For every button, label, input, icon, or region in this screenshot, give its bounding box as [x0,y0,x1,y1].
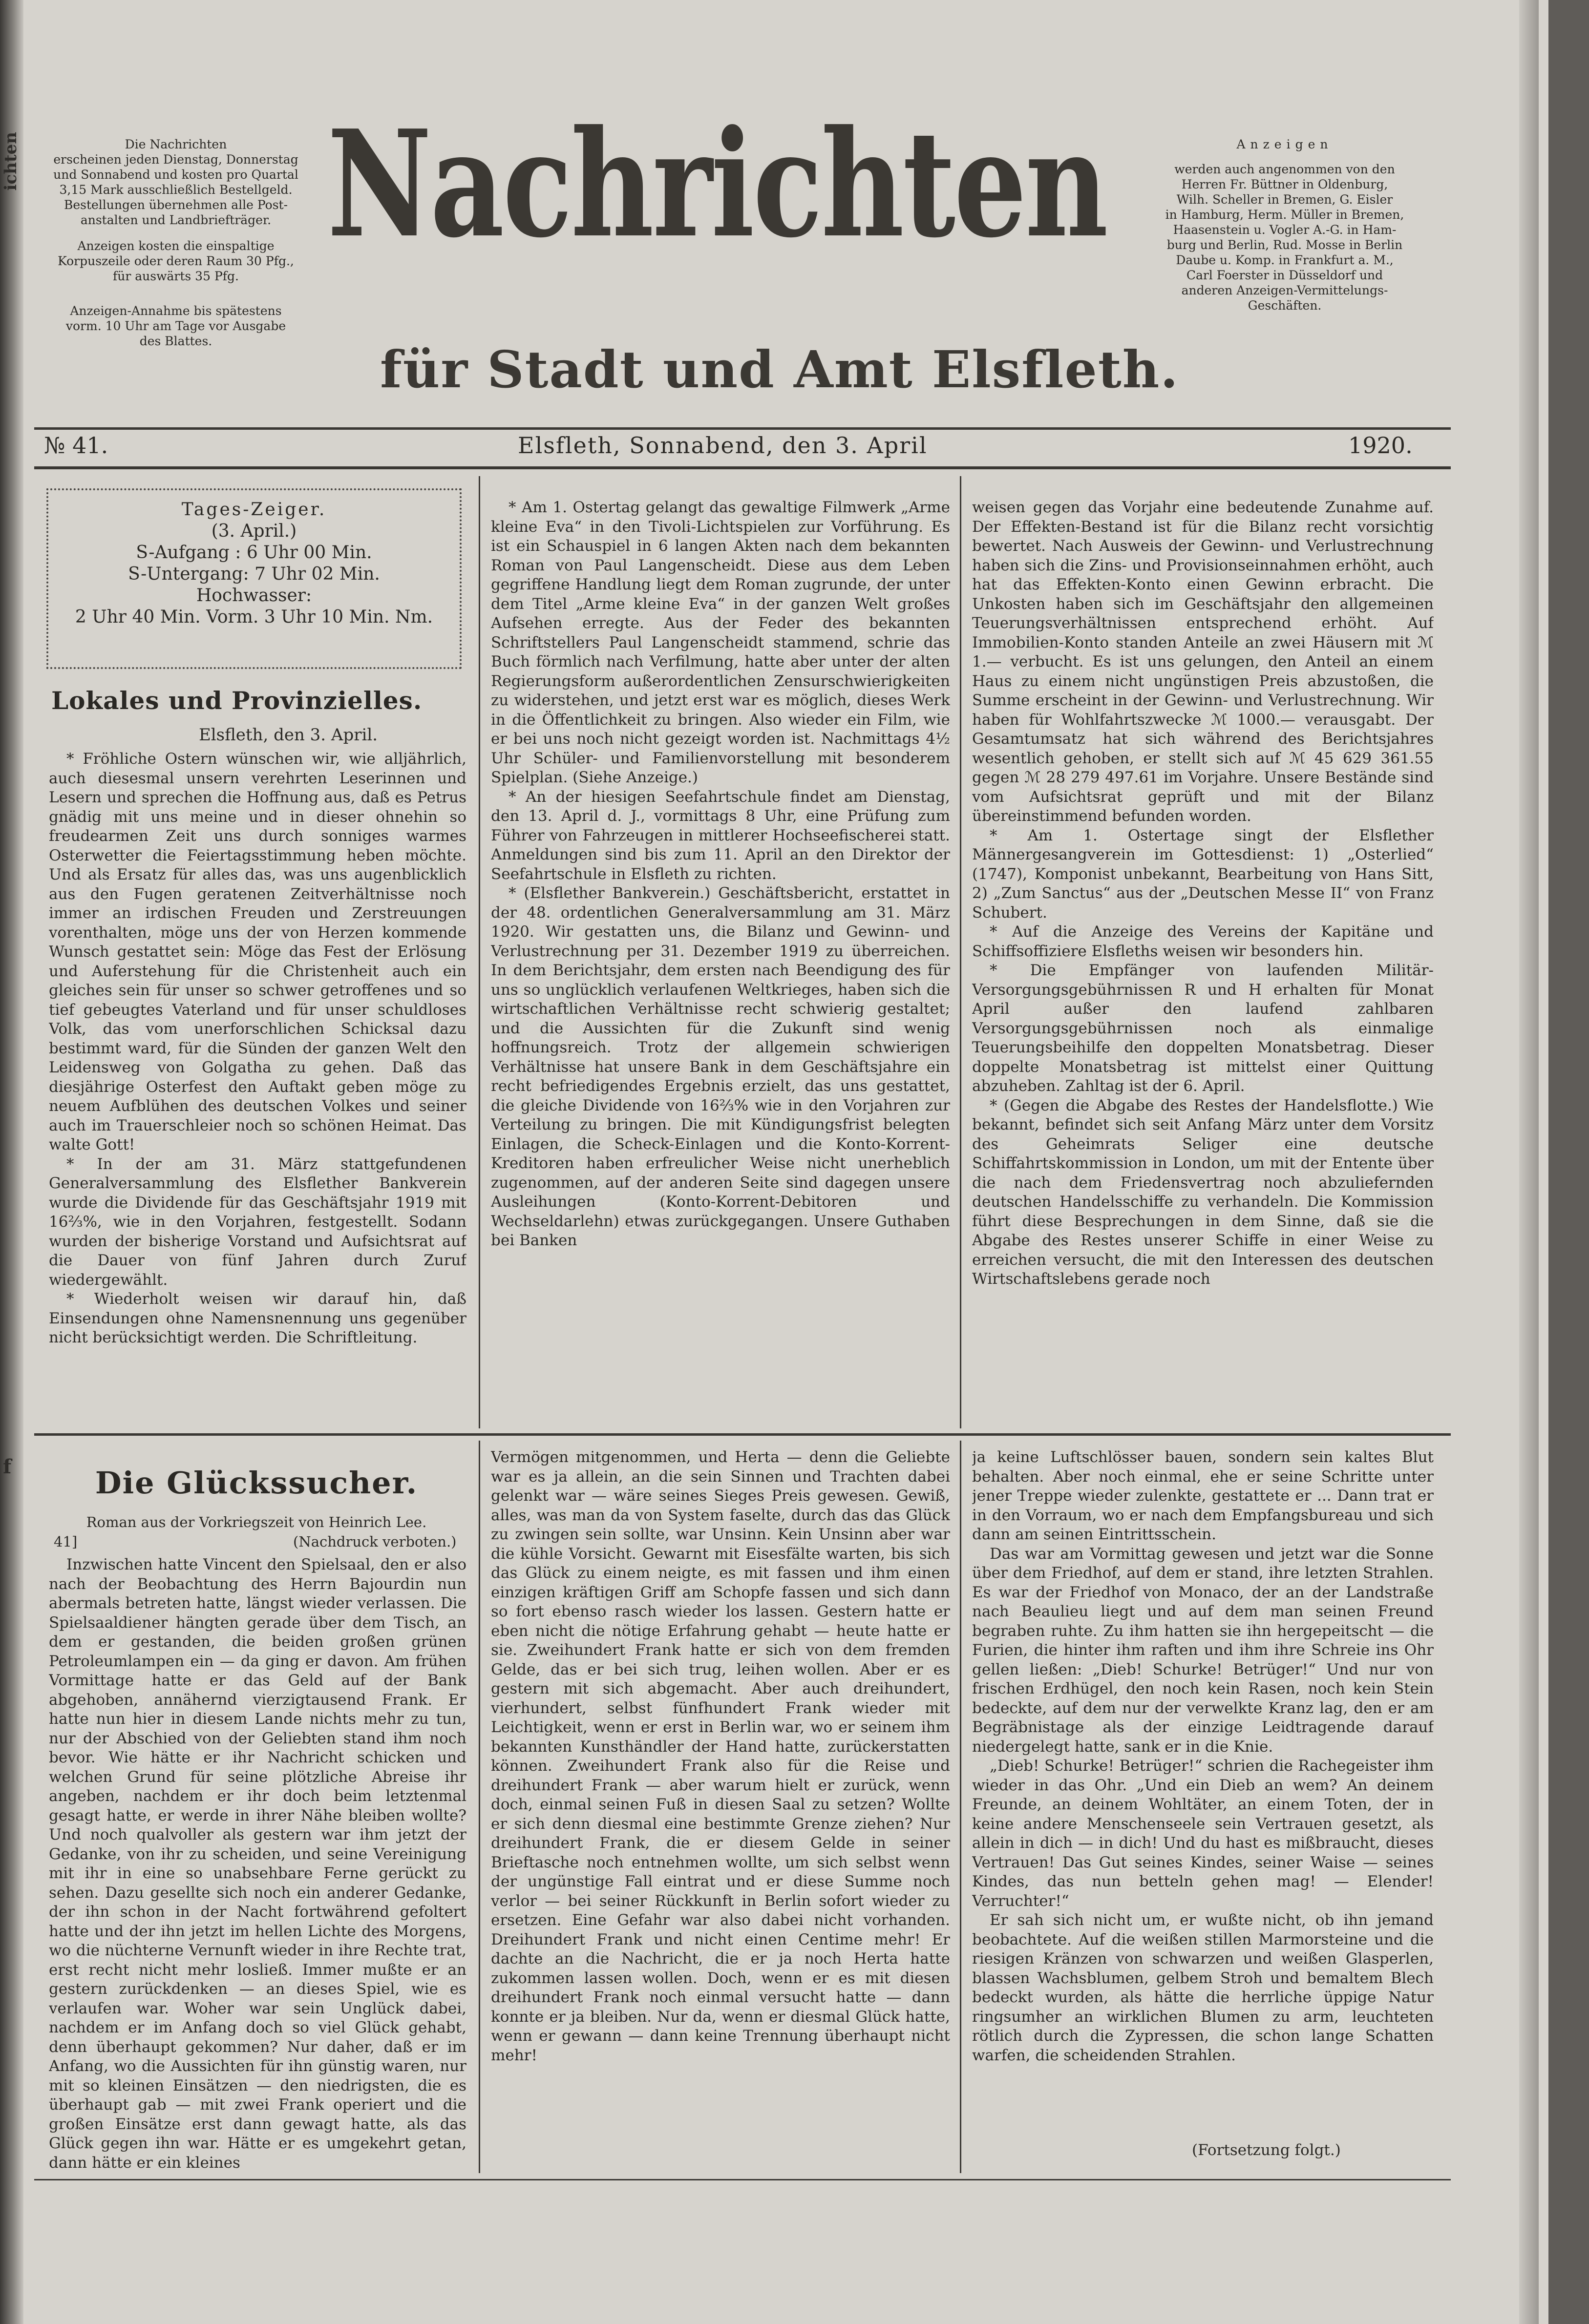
novel-column-2: Vermögen mitgenommen, und Herta — denn die Geliebte war es ja allein, an die sein Sinnen und Trachten dabei gelenkt war — wäre seines Sieges Preis gewesen. Gewiß, alles, was man da von System faselte, durch das das Glück zu zwingen sein sollte, war Unsinn. Kein Unsinn aber war die kühle Vorsicht. Gewarnt mit Eisesfälte warten, bis sich das Glück zu einem neigte, es mit fassen und ihm einen einzigen kräftigen Griff am Schopfe fassen und sich dann so fort ebenso rasch wieder los lassen. Gestern hatte er eben nicht die nötige Erfahrung gehabt — heute hatte er sie. Zweihundert Frank hatte er sich von dem fremden Gelde, das er bei sich trug, leihen wollen. Aber er es gestern mit sich abgemacht. Aber auch dreihundert, vierhundert, selbst fünfhundert Frank wieder mit Leichtigkeit, wenn er erst in Berlin war, wo er seinem ihm bekannten Kunsthändler der Hand hatte, zurückerstatten können. Zweihundert Frank also für die Reise und dreihundert Frank — aber warum hielt er zurück, wenn doch, einmal seinen Fuß in diesen Saal zu setzen? Wollte er sich denn diesmal eine bestimmte Grenze ziehen? Nur dreihundert Frank, die er diesem Gelde in seiner Brieftasche noch entnehmen wollte, um sich selbst wenn der ungünstige Fall eintrat und er diese Summe noch verlor — bei seiner Rückkunft in Berlin sofort wieder zu ersetzen. Eine Gefahr war also dabei nicht vorhanden. Dreihundert Frank und nicht einen Centime mehr! Er dachte an die Nachricht, die er ja noch Herta hatte zukommen lassen wollen. Doch, wenn er es mit diesen dreihundert Frank noch einmal versucht hatte — dann konnte er ja bleiben. Nur da, wenn er diesmal Glück hatte, wenn er gewann — dann keine Trennung überhaupt nicht mehr! [491,1448,950,2064]
place-date: Elsfleth, Sonnabend, den 3. April [518,432,928,459]
column-divider [479,1441,480,2173]
tageszeiger-title: Tages-Zeiger. [181,500,327,520]
novel-chapter: 41] [54,1533,78,1550]
novel-note: (Nachdruck verboten.) [293,1533,457,1550]
issue-year: 1920. [1348,432,1413,459]
tide-times: 2 Uhr 40 Min. Vorm. 3 Uhr 10 Min. Nm. [75,607,433,627]
lokales-dateline: Elsfleth, den 3. April. [198,725,378,745]
masthead-subtitle: für Stadt und Amt Elsfleth. [380,339,1179,399]
lokales-heading: Lokales und Provinzielles. [51,686,423,715]
novel-column-1: Inzwischen hatte Vincent den Spielsaal, den er also nach der Beobachtung des Herrn Bajourdin nun abermals betreten hatte, längst wieder verlassen. Die Spielsaaldiener hängten gerade über dem Tisch, an dem er gestanden, die beiden großen grünen Petroleumlampen ein — da ging er davon. Am frühen Vormittage hatte er das Geld auf der Bank abgehoben, annähernd vierzigtausend Frank. Er hatte nun hier in diesem Lande nichts mehr zu tun, nur der Abschied von der Geliebten stand ihm noch bevor. Wie hätte er ihr Nachricht schicken und welchen Grund für seine plötzliche Abreise ihr angeben, nachdem er ihr doch beim letztenmal gesagt hatte, er werde in ihrer Nähe bleiben wollte? Und noch qualvoller als gestern war ihm jetzt der Gedanke, von ihr zu scheiden, und seine Vereinigung mit ihr in eine so unabsehbare Ferne gerückt zu sehen. Dazu gesellte sich noch ein anderer Gedanke, der ihn schon in der Nacht fortwährend gefoltert hatte und der ihn jetzt im hellen Lichte des Morgens, wo die nüchterne Vernunft wieder in ihre Rechte trat, erst recht nicht mehr losließ. Immer mußte er an gestern zurückdenken — an dieses Spiel, wie es verlaufen war. Woher war sein Unglück dabei, nachdem er im Anfang doch so viel Glück gehabt, denn überhaupt gekommen? Nur daher, daß er im Anfang, wo die Aussichten für ihn günstig waren, nur mit so kleinen Einsätzen — den niedrigsten, die es überhaupt gab — mit zwei Frank operiert und die großen Einsätze erst dann gewagt hatte, als das Glück gegen ihn war. Hätte er es umgekehrt getan, dann hätte er ein kleines [49,1556,466,2172]
newspaper-page [10,0,1548,2324]
novel-continued: (Fortsetzung folgt.) [1192,2141,1341,2159]
masthead-title: Nachrichten [327,98,1107,270]
tide-label: Hochwasser: [196,586,312,606]
news-column-3: weisen gegen das Vorjahr eine bedeutende Zunahme auf. Der Effekten-Bestand ist für die Bilanz recht vorsichtig bewertet. Nach Ausweis der Gewinn- und Verlustrechnung haben sich die Zins- und Provisionseinnahmen erhöht, auch hat das Effekten-Konto einen Gewinn erbracht. Die Unkosten haben sich im Geschäftsjahr den allgemeinen Teuerungsverhältnissen entsprechend erhöht. Auf Immobilien-Konto standen Anteile an zwei Häusern mit ℳ 1.— verbucht. Es ist uns gelungen, den Anteil an einem Haus zu einem nicht ungünstigen Preis abzustoßen, die Summe erscheint in der Gewinn- und Verlustrechnung. Wir haben für Wohlfahrtszwecke ℳ 1000.— verausgabt. Der Gesamtumsatz hat sich während des Berichtsjahres wesentlich gehoben, er stellt sich auf ℳ 45 629 361.55 gegen ℳ 28 279 497.61 im Vorjahre. Unsere Bestände sind vom Aufsichtsrat geprüft und mit der Bilanz übereinstimmend befunden worden. * Am 1. Ostertage singt der Elsflether Männergesangverein im Gottesdienst: 1) „Osterlied“ (1747), Komponist unbekannt, Bearbeitung von Hans Sitt, 2) „Zum Sanctus“ aus der „Deutschen Messe II“ von Franz Schubert. * Auf die Anzeige des Vereins der Kapitäne und Schiffsoffiziere Elsfleths weisen wir besonders hin. * Die Empfänger von laufenden Militär-Versorgungsgebührnissen R und H erhalten für Monat April außer den laufend zahlbaren Versorgungsgebührnissen noch als einmalige Teuerungsbeihilfe den doppelten Monatsbetrag. Dieser doppelte Monatsbetrag ist mittelst einer Quittung abzuheben. Zahltag ist der 6. April. * (Gegen die Abgabe des Restes der Handelsflotte.) Wie bekannt, befindet sich seit Anfang März unter dem Vorsitz des Geheimrats Seliger eine deutsche Schiffahrtskommission in London, um mit der Entente über die nach dem Friedensvertrag noch abzuliefernden deutschen Handelsschiffe zu verhandeln. Die Kommission führt diese Besprechungen in dem Sinne, daß sie die Abgabe des Restes unserer Schiffe in einer Weise zu erreichen versucht, die mit den Interessen des deutschen Wirtschaftslebens gerade noch [972,499,1434,1288]
lokales-text: * Fröhliche Ostern wünschen wir, wie alljährlich, auch diesesmal unsern verehrten Leserinnen und Lesern und sprechen die Hoffnung aus, daß es Petrus gnädig mit uns meine und in dieser ohnehin so freudearmen Zeit uns durch sonniges warmes Osterwetter die Feiertagsstimmung heben möchte. Und als Ersatz für alles das, was uns augenblicklich aus den Fugen geratenen Zeitverhältnisse noch immer an irdischen Freuden und Zerstreuungen vorenthalten, möge uns der von Herzen kommende Wunsch gestattet sein: Möge das Fest der Erlösung und Auferstehung für die Christenheit auch ein gleiches sein für unser so schwer getroffenes und so tief gebeugtes Vaterland und für unser schuldloses Volk, das vom unerforschlichen Schicksal dazu bestimmt ward, für die Sünden der ganzen Welt den Leidensweg von Golgatha zu gehen. Daß das diesjährige Osterfest den Auftakt geben möge zu neuem Aufblühen des deutschen Volkes und seiner auch im Trauerschleier noch so schönen Heimat. Das walte Gott! * In der am 31. März stattgefundenen Generalversammlung des Elsflether Bankverein wurde die Dividende für das Geschäftsjahr 1919 mit 16⅔%, wie in den Vorjahren, festgestellt. Sodann wurden der bisherige Vorstand und Aufsichtsrat auf die Dauer von fünf Jahren durch Zuruf wiedergewählt. * Wiederholt weisen wir darauf hin, daß Einsendungen ohne Namensnennung uns gegenüber nicht berücksichtigt werden. Die Schriftleitung. [49,750,466,1346]
column-divider [960,1441,961,2173]
bottom-rule [34,2179,1451,2180]
dateline-rule [34,466,1451,469]
issue-number: № 41. [44,432,108,459]
binding-edge [0,0,23,2324]
tageszeiger-box [46,488,462,669]
tageszeiger-date: (3. April.) [211,521,297,541]
news-column-2: * Am 1. Ostertag gelangt das gewaltige Filmwerk „Arme kleine Eva“ in den Tivoli-Lichtspielen zur Vorführung. Es ist ein Schauspiel in 6 langen Akten nach dem bekannten Roman von Paul Langenscheidt. Diese aus dem Leben gegriffene Handlung liegt dem Roman zugrunde, der unter dem Titel „Arme kleine Eva“ in der ganzen Welt großes Aufsehen erregte. Aus der Feder des bekannten Schriftstellers Paul Langenscheidt stammend, schrie das Buch förmlich nach Verfilmung, hatte aber unter der alten Regierungsform außerordentlichen Zensurschwierigkeiten zu widerstehen, und jetzt erst war es möglich, dieses Werk in die Öffentlichkeit zu bringen. Also wieder ein Film, wie er bei uns noch nicht gezeigt worden ist. Nachmittags 4½ Uhr Schüler- und Familienvorstellung mit besonderem Spielplan. (Siehe Anzeige.) * An der hiesigen Seefahrtschule findet am Dienstag, den 13. April d. J., vormittags 8 Uhr, eine Prüfung zum Führer von Fahrzeugen in mittlerer Hochseefischerei statt. Anmeldungen sind bis zum 11. April an den Direktor der Seefahrtschule in Elsfleth zu richten. * (Elsflether Bankverein.) Geschäftsbericht, erstattet in der 48. ordentlichen Generalversammlung am 31. März 1920. Wir gestatten uns, die Bilanz und Gewinn- und Verlustrechnung per 31. Dezember 1919 zu überreichen. In dem Berichtsjahr, dem ersten nach Beendigung des für uns so unglücklich verlaufenen Weltkrieges, haben sich die wirtschaftlichen Verhältnisse recht schwierig gestaltet; und die Aussichten für die Zukunft sind wenig hoffnungsreich. Trotz der allgemein schwierigen Verhältnisse hat unsere Bank in dem Geschäftsjahre ein recht befriedigendes Ergebnis erzielt, das uns gestattet, die gleiche Dividende von 16⅔% wie in den Vorjahren zur Verteilung zu bringen. Die mit Kündigungsfrist belegten Einlagen, die Scheck-Einlagen und die Konto-Korrent-Kreditoren haben erfreulicher Weise nicht unerheblich zugenommen, auf der anderen Seite sind dagegen unsere Ausleihungen (Konto-Korrent-Debitoren und Wechseldarlehn) etwas zurückgegangen. Unsere Guthaben bei Banken [491,499,950,1249]
novel-column-3: ja keine Luftschlösser bauen, sondern sein kaltes Blut behalten. Aber noch einmal, ehe er seine Schritte unter jener Treppe wieder zulenkte, gestattete er ... Dann trat er in den Vorraum, wo er nach dem Empfangsbureau und sich dann am seinen Eintrittsschein. Das war am Vormittag gewesen und jetzt war die Sonne über dem Friedhof, auf dem er stand, ihre letzten Strahlen. Es war der Friedhof von Monaco, der an der Landstraße nach Beaulieu liegt und auf dem man seinen Freund begraben ruhte. Zu ihm hatten sie ihn hergepeitscht — die Furien, die hinter ihm raften und ihm ihre Schreie ins Ohr gellen ließen: „Dieb! Schurke! Betrüger!“ Und nur von frischen Erdhügel, den noch kein Rasen, noch kein Stein bedeckte, auf dem nur der verwelkte Kranz lag, den er am Begräbnistage als der einzige Leidtragende darauf niedergelegt hatte, sank er in die Knie. „Dieb! Schurke! Betrüger!“ schrien die Rachegeister ihm wieder in das Ohr. „Und ein Dieb an wem? An deinem Freunde, an deinem Wohltäter, an einem Toten, der in keine andere Menschenseele sein Vertrauen gesetzt, als allein in dich — in dich! Und du hast es mißbraucht, dieses Vertrauen! Das Gut seines Kindes, seiner Waise — seines Kindes, das nun betteln gehen mag! — Elender! Verruchter!“ Er sah sich nicht um, er wußte nicht, ob ihn jemand beobachtete. Auf die weißen stillen Marmorsteine und die riesigen Kränzen von schwarzen und weißen Glasperlen, blassen Wachsblumen, gelbem Stroh und bemaltem Blech bedeckt wurden, als hätte die herrliche üppige Natur ringsumher an wirklichen Blumen zu arm, leuchteten rötlich durch die Zypressen, die schon lange Schatten warfen, die scheidenden Strahlen. [972,1448,1434,2064]
top-rule [34,427,1451,430]
left-page-fragment: ichten [1,132,21,191]
feuilleton-rule [34,1433,1451,1436]
page-edge [1519,0,1539,2324]
sunrise: S-Aufgang : 6 Uhr 00 Min. [136,543,372,563]
novel-subheading: Roman aus der Vorkriegszeit von Heinrich Lee. [86,1514,427,1530]
advertising-info: Anzeigen werden auch angenommen von den Herren Fr. Büttner in Oldenburg, Wilh. Scheller in Bremen, G. Eisler in Hamburg, Herm. Müller in Bremen, Haasenstein u. Vogler A.-G. in Ham- burg und Berlin, Rud. Mosse in Berlin Daube u. Komp. in Frankfurt a. M., Carl Foerster in Düsseldorf und anderen Anzeigen-Vermittelungs- Geschäften. [1165,137,1404,313]
subscription-info: Die Nachrichten erscheinen jeden Dienstag, Donnerstag und Sonnabend und kosten pro Quartal 3,15 Mark ausschließlich Bestellgeld. Bestellungen übernehmen alle Post- anstalten und Landbriefträger. Anzeigen kosten die einspaltige Korpuszeile oder deren Raum 30 Pfg., für auswärts 35 Pfg. Anzeigen-Annahme bis spätestens vorm. 10 Uhr am Tage vor Ausgabe des Blattes. [53,137,298,348]
left-page-fragment: f [3,1455,12,1478]
sunset: S-Untergang: 7 Uhr 02 Min. [128,564,380,584]
column-divider [960,476,961,1428]
column-divider [479,476,480,1428]
novel-heading: Die Glückssucher. [95,1465,418,1501]
